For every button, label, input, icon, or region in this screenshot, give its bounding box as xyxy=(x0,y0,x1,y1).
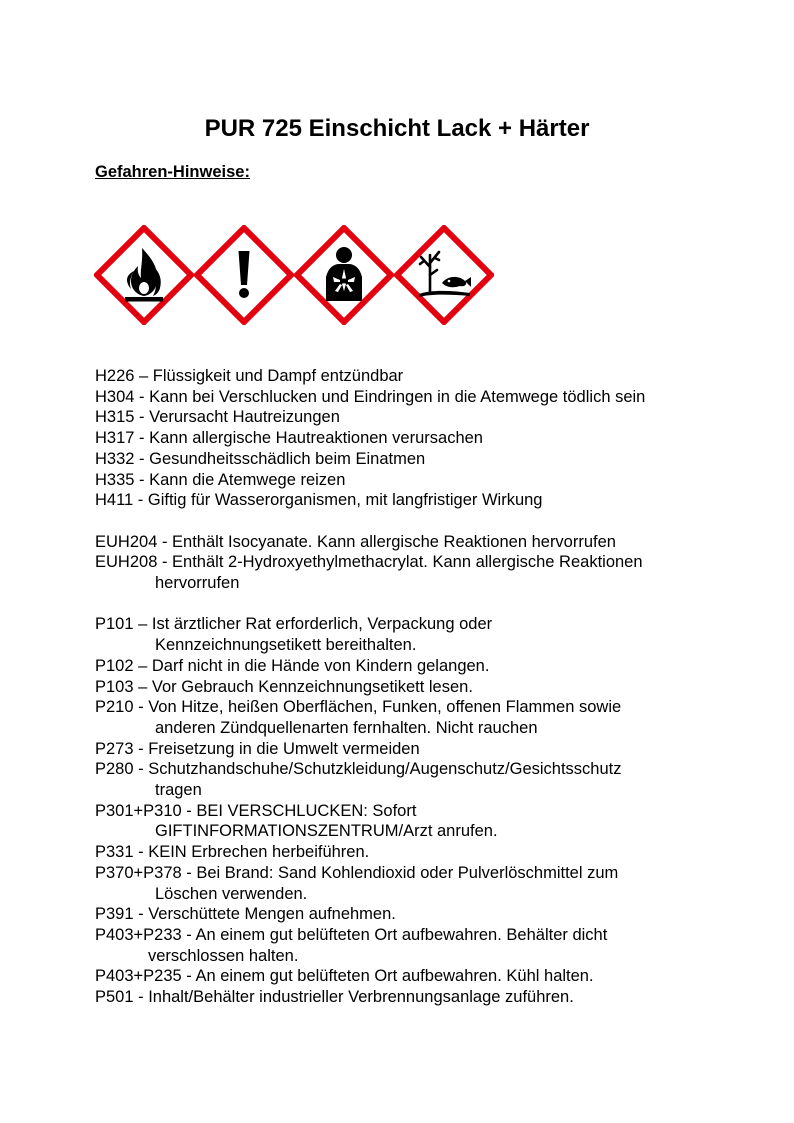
p-statement-continuation: Kennzeichnungsetikett bereithalten. xyxy=(155,636,417,655)
h-statement: H411 - Giftig für Wasserorganismen, mit langfristiger Wirkung xyxy=(95,491,543,510)
euh-statement: EUH208 - Enthält 2-Hydroxyethylmethacrylat. Kann allergische Reaktionen xyxy=(95,553,643,572)
ghs02-flame-icon xyxy=(94,225,194,325)
p-statement-continuation: tragen xyxy=(155,781,202,800)
p-statement-continuation: Löschen verwenden. xyxy=(155,884,308,903)
p-statement: P403+P235 - An einem gut belüfteten Ort aufbewahren. Kühl halten. xyxy=(95,967,594,986)
h-statement: H304 - Kann bei Verschlucken und Eindringen in die Atemwege tödlich sein xyxy=(95,387,646,406)
p-statement: P103 – Vor Gebrauch Kennzeichnungsetikett lesen. xyxy=(95,677,473,696)
ghs07-exclamation-icon xyxy=(194,225,294,325)
h-statement: H315 - Verursacht Hautreizungen xyxy=(95,408,340,427)
document-title: PUR 725 Einschicht Lack + Härter xyxy=(204,115,590,142)
p-statement: P273 - Freisetzung in die Umwelt vermeiden xyxy=(95,739,420,758)
p-statement-continuation: GIFTINFORMATIONSZENTRUM/Arzt anrufen. xyxy=(155,822,498,841)
spacer xyxy=(95,511,735,532)
p-statement: P102 – Darf nicht in die Hände von Kindern gelangen. xyxy=(95,656,490,675)
hazard-section-heading: Gefahren-Hinweise: xyxy=(95,163,250,181)
h-statement: H335 - Kann die Atemwege reizen xyxy=(95,470,346,489)
p-statement: P370+P378 - Bei Brand: Sand Kohlendioxid oder Pulverlöschmittel zum xyxy=(95,863,619,882)
h-statement: H317 - Kann allergische Hautreaktionen verursachen xyxy=(95,429,483,448)
hazard-statement-list xyxy=(95,366,735,1008)
p-statement: P391 - Verschüttete Mengen aufnehmen. xyxy=(95,905,396,924)
spacer xyxy=(95,594,735,615)
p-statement: P331 - KEIN Erbrechen herbeiführen. xyxy=(95,843,370,862)
h-statement: H226 – Flüssigkeit und Dampf entzündbar xyxy=(95,367,404,385)
euh-statement-continuation: hervorrufen xyxy=(155,574,240,593)
ghs08-health-hazard-icon xyxy=(294,225,394,325)
p-statement: P280 - Schutzhandschuhe/Schutzkleidung/Augenschutz/Gesichtsschutz xyxy=(95,760,622,779)
p-statement-continuation: anderen Zündquellenarten fernhalten. Nicht rauchen xyxy=(155,718,538,737)
p-statement: P101 – Ist ärztlicher Rat erforderlich, Verpackung oder xyxy=(95,615,493,634)
ghs-pictogram-row xyxy=(94,225,496,325)
ghs09-environment-icon xyxy=(394,225,494,325)
h-statement: H332 - Gesundheitsschädlich beim Einatmen xyxy=(95,449,426,468)
p-statement-continuation: verschlossen halten. xyxy=(148,946,299,965)
p-statement: P403+P233 - An einem gut belüfteten Ort aufbewahren. Behälter dicht xyxy=(95,925,608,944)
p-statement: P210 - Von Hitze, heißen Oberflächen, Funken, offenen Flammen sowie xyxy=(95,698,622,717)
p-statement: P501 - Inhalt/Behälter industrieller Verbrennungsanlage zuführen. xyxy=(95,988,574,1007)
euh-statement: EUH204 - Enthält Isocyanate. Kann allergische Reaktionen hervorrufen xyxy=(95,532,616,551)
p-statement: P301+P310 - BEI VERSCHLUCKEN: Sofort xyxy=(95,801,417,820)
